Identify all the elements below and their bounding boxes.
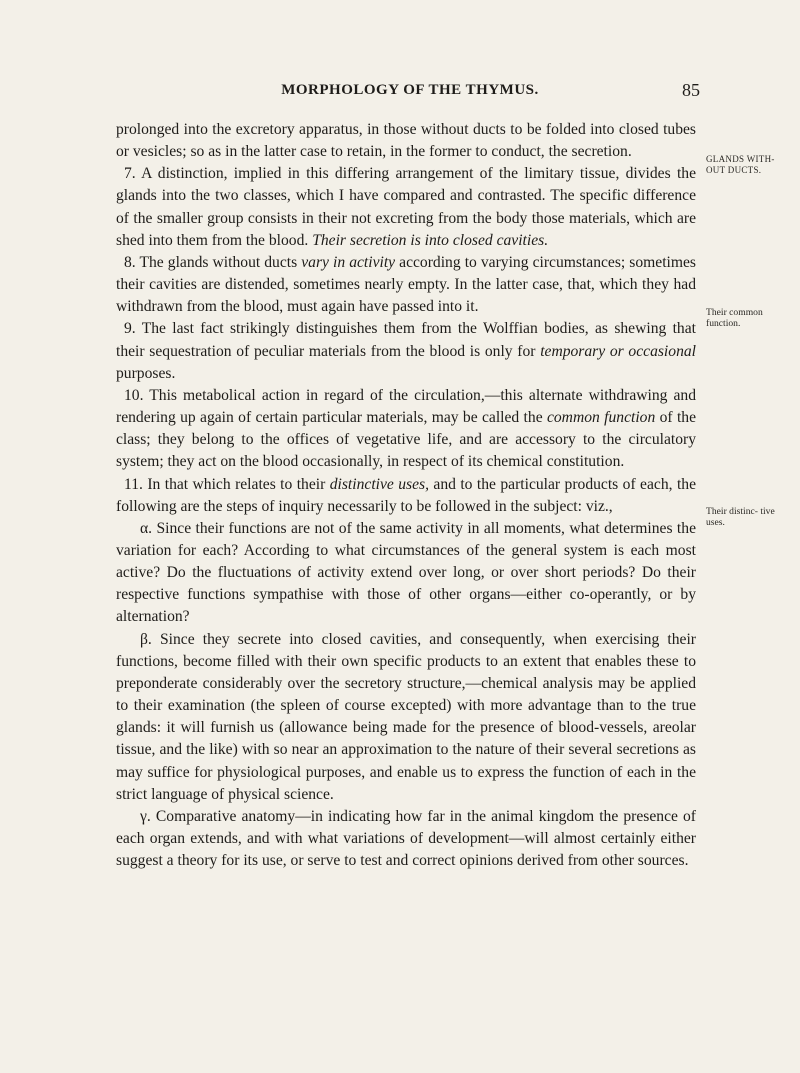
paragraph-7-emphasis: Their secretion is into closed cavities. <box>312 231 549 249</box>
paragraph-9-text-b: purposes. <box>116 364 176 382</box>
margin-note-distinctive-uses: Their distinc- tive uses. <box>706 506 775 528</box>
paragraph-9-text-a: 9. The last fact strikingly distinguishes them from the Wolffian bodies, as shewing that their sequestration of peculiar materials from the blood is only for <box>116 320 696 360</box>
paragraph-10-emphasis: common function <box>546 409 656 427</box>
body-text <box>116 119 696 872</box>
paragraph-9 <box>116 318 696 384</box>
running-head <box>120 82 700 106</box>
paragraph-10-text-b: of the class; they belong to the offices of vegetative life, and are accessory to the circulatory system; they act on the blood occasionally, in respect of its chemical constitution. <box>116 409 696 471</box>
paragraph-8-emphasis: vary in activity <box>301 253 396 271</box>
margin-note-glands-without-ducts: GLANDS WITH- OUT DUCTS. <box>706 154 775 175</box>
paragraph-7 <box>116 163 696 252</box>
paragraph-8-text-b: according to varying circumstances; sometimes their cavities are distended, sometimes nearly empty. In the latter case, that, which they had withdrawn from the blood, must again have passed into it. <box>116 253 696 316</box>
paragraph-11-emphasis: distinctive uses, <box>329 475 429 493</box>
paragraph-10 <box>116 385 696 474</box>
paragraph-11-text-b: and to the particular products of each, the following are the steps of inquiry necessarily to be followed in the subject: viz., <box>116 475 696 515</box>
running-title: MORPHOLOGY OF THE THYMUS. <box>281 82 539 98</box>
paragraph-10-text-a: 10. This metabolical action in regard of the circulation,—this alternate withdrawing and rendering up again of certain particular materials, may be called the <box>116 386 696 427</box>
paragraph-8-text-a: 8. The glands without ducts <box>124 253 302 271</box>
paragraph-gamma: γ. Comparative anatomy—in indicating how far in the animal kingdom the presence of each organ extends, and with what variations of development—will almost certainly either suggest a theory for its use, or serve to test and correct opinions derived from other sources. <box>116 807 696 870</box>
paragraph-1: prolonged into the excretory apparatus, in those without ducts to be folded into closed tubes or vesicles; so as in the latter case to retain, in the former to conduct, the secretion. <box>116 121 696 161</box>
paragraph-beta: β. Since they secrete into closed cavities, and consequently, when exercising their functions, become filled with their own specific products to an extent that enables these to preponderate considerably over the secretory structure,—chemical analysis may be applied to their examination (the spleen of course excepted) with more advantage than to the true glands: it will furnish us (allowance being made for the presence of blood-vessels, areolar tissue, and the like) with so near an approximation to the nature of their several secretions as may suffice for physiological purposes, and enable us to express the function of each in the strict language of physical science. <box>116 630 696 803</box>
paragraph-11 <box>116 474 696 518</box>
paragraph-11-text-a: 11. In that which relates to their <box>124 475 330 493</box>
page-number: 85 <box>682 80 700 100</box>
paragraph-9-emphasis: temporary or occasional <box>540 342 696 360</box>
paragraph-7-text: 7. A distinction, implied in this differing arrangement of the limitary tissue, divides the glands into the two classes, which I have compared and contrasted. The specific difference of the smaller group consists in their not excreting from the body those materials, which are shed into them from the blood. <box>116 165 696 249</box>
paragraph-8 <box>116 252 696 318</box>
paragraph-alpha: α. Since their functions are not of the same activity in all moments, what determines the variation for each? According to what circumstances of the general system is each most active? Do the fluctuations of activity extend over long, or over short periods? Do their respective functions sympathise with those of other organs—either co-operantly, or by alternation? <box>116 519 696 626</box>
margin-note-common-function: Their common function. <box>706 307 763 329</box>
